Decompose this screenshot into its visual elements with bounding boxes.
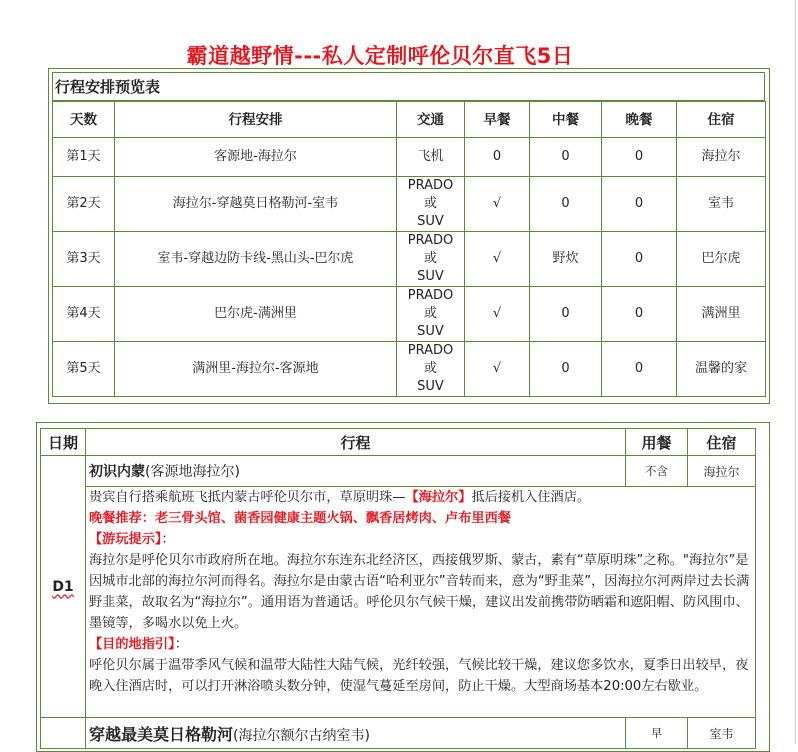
header-date: 日期 [41,429,86,456]
header-stay: 住宿 [677,102,766,138]
stay-cell: 巴尔虎 [677,232,766,287]
day1-title: 初识内蒙(客源地海拉尔) [86,456,626,487]
day-cell: 第5天 [53,342,115,397]
day-cell: 第3天 [53,232,115,287]
day1-stay: 海拉尔 [688,456,756,487]
lunch-cell: 0 [530,342,602,397]
table-row [53,177,766,232]
transport-cell: 飞机 [397,138,465,177]
breakfast-cell: √ [465,177,530,232]
route-cell: 客源地-海拉尔 [115,138,397,177]
transport-cell: PRADO 或 SUV [397,287,465,342]
header-day: 天数 [53,102,115,138]
day1-tips-text: 海拉尔是呼伦贝尔市政府所在地。海拉尔东连东北经济区，西接俄罗斯、蒙古，素有“草原明珠”之称。"海拉尔”是因城市北部的海拉尔河而得名。海拉尔是由蒙古语“哈利亚尔”音转而来，意为“野韭菜”，因海拉尔河两岸过去长满野韭菜，故取名为“海拉尔”。通用语为普通话。呼伦贝尔气候干燥，建议出发前携带防晒霜和遮阳帽、防风围巾、墨镜等，多喝水以免上火。 [89,553,750,631]
table-row [53,232,766,287]
breakfast-cell: √ [465,342,530,397]
overview-header-row [53,102,766,138]
day1-description [86,487,756,718]
day1-tips-heading: 【游玩提示】： [89,532,175,547]
lunch-cell: 0 [530,138,602,177]
lunch-cell: 0 [530,287,602,342]
day2-stay: 室韦 [688,718,756,749]
day-cell: 第1天 [53,138,115,177]
route-cell: 满洲里-海拉尔-客源地 [115,342,397,397]
header-itinerary: 行程 [86,429,626,456]
detail-table-frame [36,422,770,752]
breakfast-cell: √ [465,232,530,287]
dinner-cell: 0 [602,287,677,342]
header-transport: 交通 [397,102,465,138]
day1-meals: 不含 [626,456,688,487]
route-cell: 海拉尔-穿越莫日格勒河-室韦 [115,177,397,232]
table-row [53,287,766,342]
day1-dining-recommendation: 晚餐推荐：老三骨头馆、菌香园健康主题火锅、飘香居烤肉、卢布里西餐 [89,511,511,526]
day1-guide-text: 呼伦贝尔属于温带季风气候和温带大陆性大陆气候，光纤较强，气候比较干燥，建议您多饮水，夏季日出较早，夜晚入住酒店时，可以打开淋浴喷头数分钟，使湿气蔓延至房间，防止干燥。大型商场基本20:00左右歇业。 [89,658,749,694]
day1-arrival-text: 贵宾自行搭乘航班飞抵内蒙古呼伦贝尔市，草原明珠—【海拉尔】抵后接机入住酒店。 [89,490,591,505]
dinner-cell: 0 [602,232,677,287]
dinner-cell: 0 [602,138,677,177]
table-row [53,138,766,177]
transport-cell: PRADO 或 SUV [397,342,465,397]
overview-table-frame [48,68,770,404]
page-edge-line [795,0,796,744]
dinner-cell: 0 [602,342,677,397]
header-route: 行程安排 [115,102,397,138]
header-breakfast: 早餐 [465,102,530,138]
lunch-cell: 0 [530,177,602,232]
day1-body-row [41,487,756,718]
day2-title: 穿越最美莫日格勒河(海拉尔额尔古纳室韦) [86,718,626,749]
route-cell: 室韦-穿越边防卡线-黑山头-巴尔虎 [115,232,397,287]
breakfast-cell: √ [465,287,530,342]
overview-table [52,101,766,397]
day-cell: 第4天 [53,287,115,342]
detail-table [40,428,756,749]
stay-cell: 满洲里 [677,287,766,342]
day1-guide-heading: 【目的地指引】： [89,637,188,652]
day-cell: 第2天 [53,177,115,232]
table-row [53,342,766,397]
header-meals: 用餐 [626,429,688,456]
day2-meals: 早 [626,718,688,749]
day1-header-row [41,456,756,487]
header-dinner: 晚餐 [602,102,677,138]
header-stay: 住宿 [688,429,756,456]
route-cell: 巴尔虎-满洲里 [115,287,397,342]
header-lunch: 中餐 [530,102,602,138]
lunch-cell: 野炊 [530,232,602,287]
overview-caption: 行程安排预览表 [52,72,765,101]
dinner-cell: 0 [602,177,677,232]
page-title: 霸道越野情---私人定制呼伦贝尔直飞5日 [186,44,574,68]
stay-cell: 室韦 [677,177,766,232]
transport-cell: PRADO 或 SUV [397,177,465,232]
day1-label: D1 [41,456,86,718]
detail-header-row [41,429,756,456]
stay-cell: 温馨的家 [677,342,766,397]
stay-cell: 海拉尔 [677,138,766,177]
transport-cell: PRADO 或 SUV [397,232,465,287]
breakfast-cell: 0 [465,138,530,177]
